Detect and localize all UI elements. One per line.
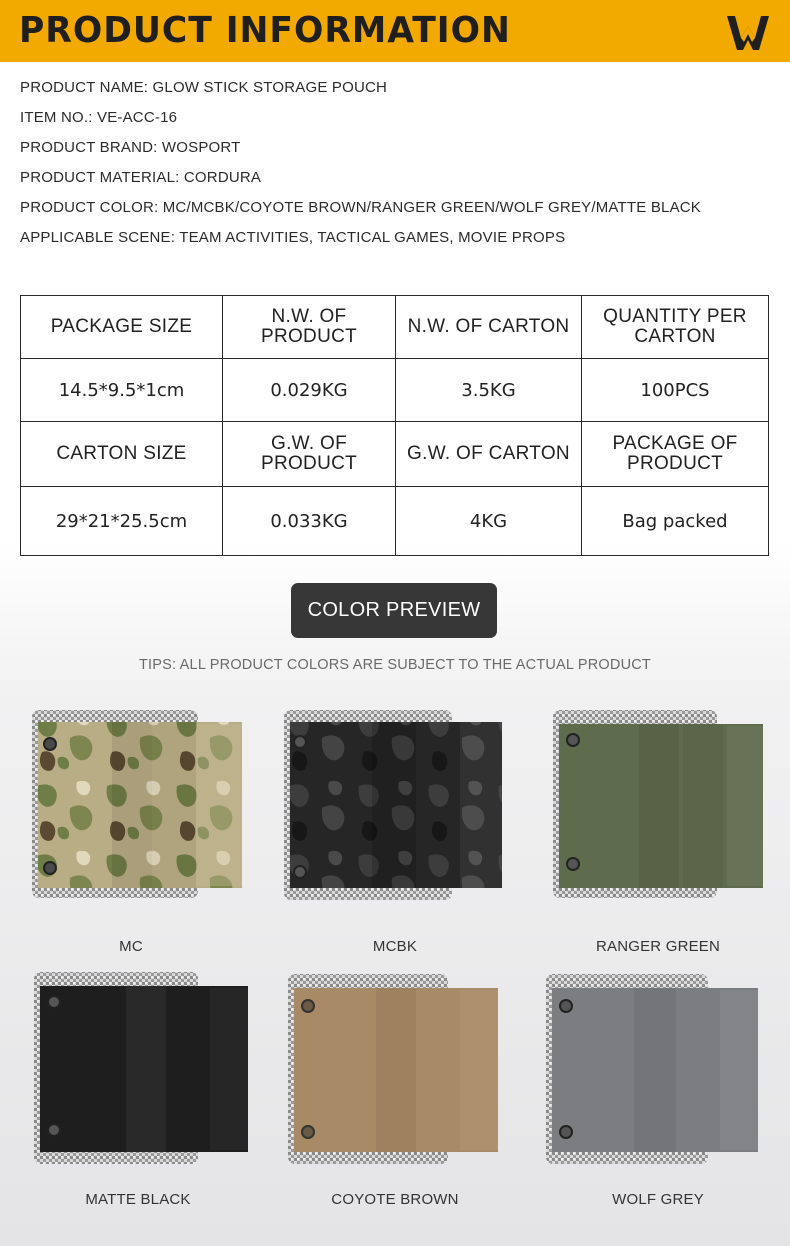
color-preview-button[interactable]: COLOR PREVIEW	[291, 583, 497, 638]
swatch-label-mcbk: MCBK	[372, 938, 418, 955]
swatch-mcbk[interactable]	[284, 708, 504, 900]
swatch-ranger-green[interactable]	[553, 708, 767, 900]
swatch-label-mc: MC	[119, 938, 143, 955]
td-nw-carton: 3.5KG	[396, 359, 582, 422]
th-package-of-product: PACKAGE OF PRODUCT	[582, 422, 769, 487]
swatch-matte-black[interactable]	[34, 970, 250, 1166]
spec-table	[20, 295, 769, 556]
info-brand: PRODUCT BRAND: WOSPORT	[20, 139, 241, 156]
th-qty-per-carton: QUANTITY PER CARTON	[582, 296, 769, 359]
th-nw-product: N.W. OF PRODUCT	[223, 296, 396, 359]
swatch-label-wolf-grey: WOLF GREY	[612, 1191, 704, 1208]
table-row	[21, 422, 769, 487]
swatch-mc[interactable]	[32, 708, 248, 900]
td-nw-product: 0.029KG	[223, 359, 396, 422]
swatch-label-ranger-green: RANGER GREEN	[595, 938, 721, 955]
td-gw-carton: 4KG	[396, 487, 582, 556]
table-row	[21, 359, 769, 422]
swatch-wolf-grey[interactable]	[546, 972, 760, 1166]
swatch-label-matte-black: MATTE BLACK	[85, 1191, 191, 1208]
w-logo-icon	[725, 12, 771, 52]
page-title: PRODUCT INFORMATION	[19, 10, 511, 51]
td-gw-product: 0.033KG	[223, 487, 396, 556]
td-carton-size: 29*21*25.5cm	[21, 487, 223, 556]
swatch-coyote-brown[interactable]	[288, 972, 500, 1166]
product-info	[20, 78, 701, 258]
th-gw-product: G.W. OF PRODUCT	[223, 422, 396, 487]
th-carton-size: CARTON SIZE	[21, 422, 223, 487]
td-package-size: 14.5*9.5*1cm	[21, 359, 223, 422]
th-package-size: PACKAGE SIZE	[21, 296, 223, 359]
th-gw-carton: G.W. OF CARTON	[396, 422, 582, 487]
td-package-of-product: Bag packed	[582, 487, 769, 556]
info-scene: APPLICABLE SCENE: TEAM ACTIVITIES, TACTICAL GAMES, MOVIE PROPS	[20, 229, 566, 246]
swatch-label-coyote-brown: COYOTE BROWN	[331, 1191, 459, 1208]
info-material: PRODUCT MATERIAL: CORDURA	[20, 169, 262, 186]
tips-text: TIPS: ALL PRODUCT COLORS ARE SUBJECT TO THE ACTUAL PRODUCT	[139, 657, 651, 673]
td-qty-per-carton: 100PCS	[582, 359, 769, 422]
info-product-name: PRODUCT NAME: GLOW STICK STORAGE POUCH	[20, 79, 388, 96]
info-color: PRODUCT COLOR: MC/MCBK/COYOTE BROWN/RANGER GREEN/WOLF GREY/MATTE BLACK	[20, 199, 702, 216]
th-nw-carton: N.W. OF CARTON	[396, 296, 582, 359]
info-item-no: ITEM NO.: VE-ACC-16	[20, 109, 178, 126]
header-bar	[0, 0, 790, 62]
table-row	[21, 296, 769, 359]
table-row	[21, 487, 769, 556]
